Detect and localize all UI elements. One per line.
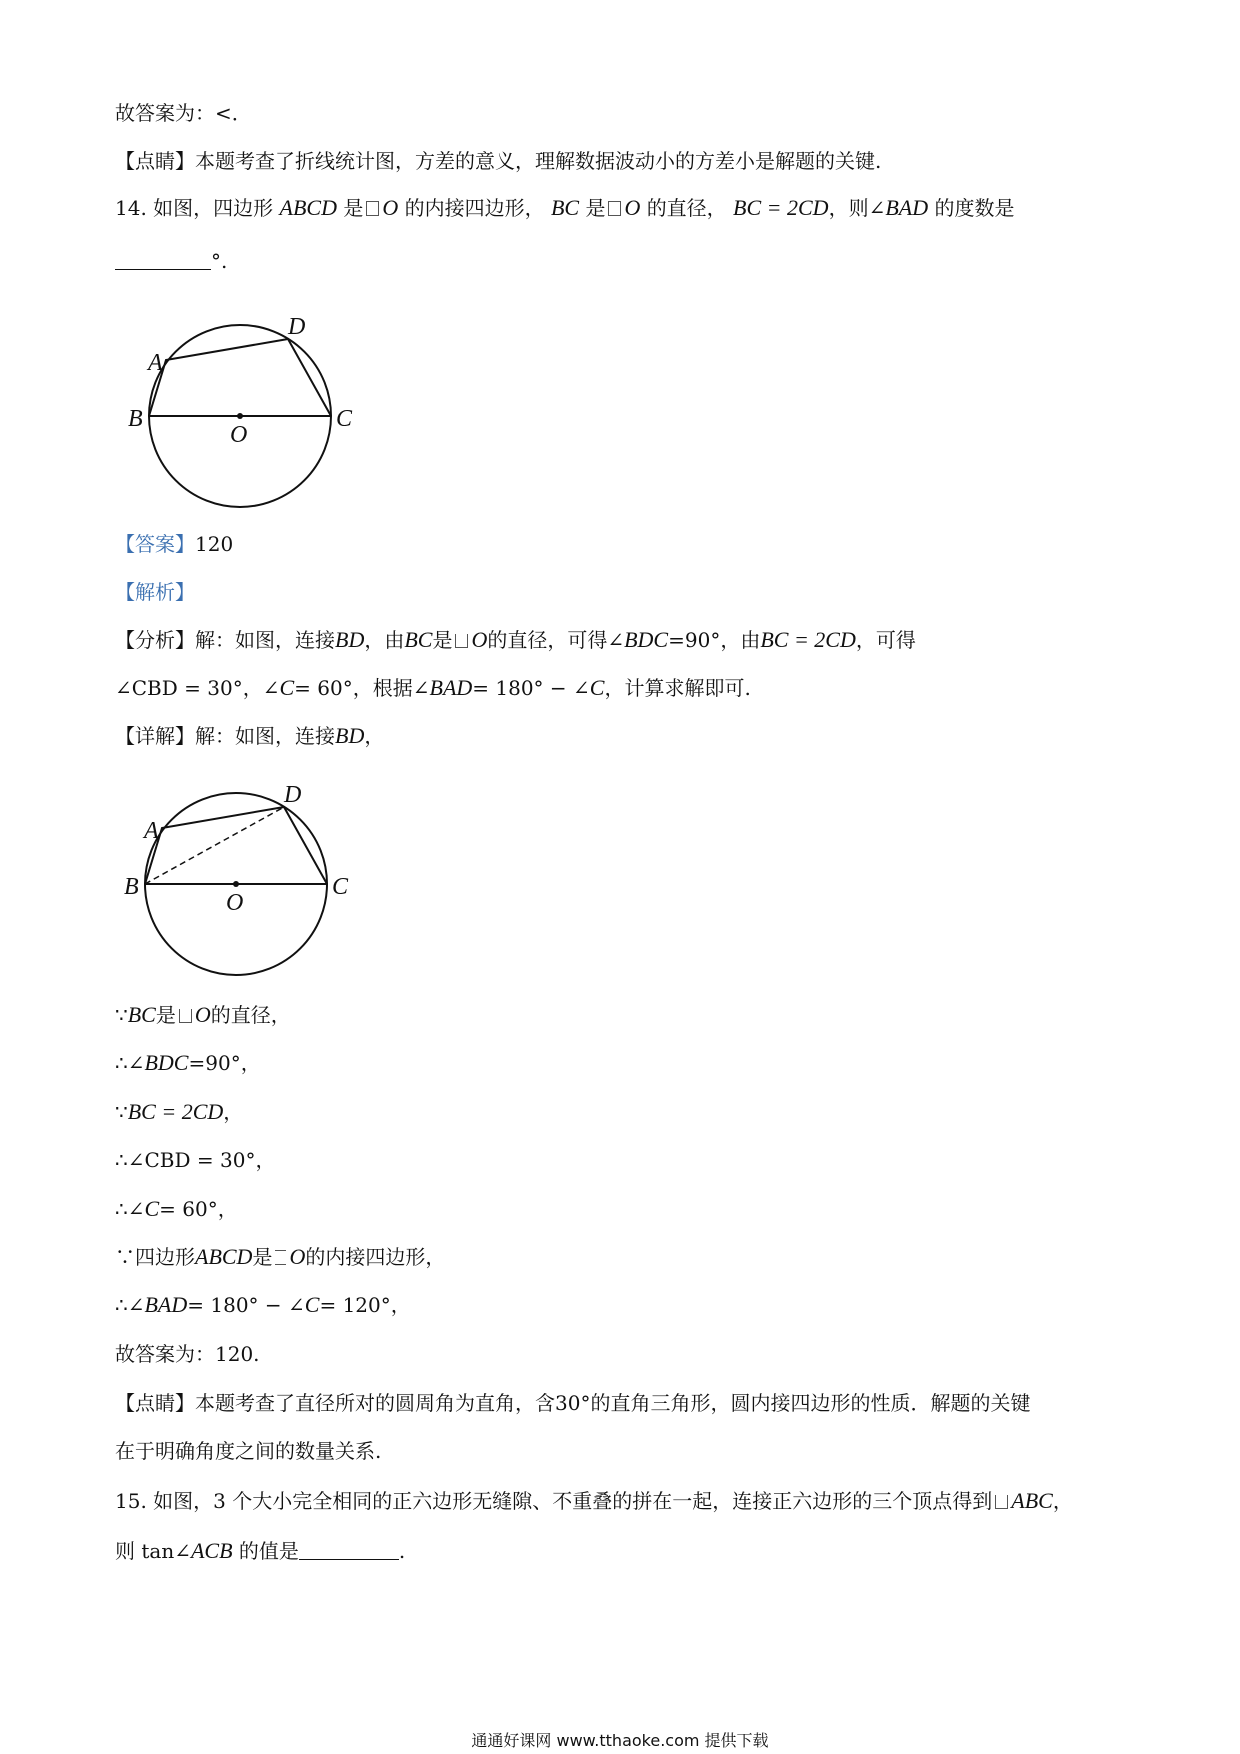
step-line: ∴∠BDC=90°， [115,1050,261,1075]
analysis-line-1: 【分析】解：如图，连接BD，由BC是 O的直径，可得∠BDC=90°，由BC = 2CD，可得 [115,627,916,652]
analysis-line-2: ∠CBD = 30°，∠C= 60°，根据∠BAD= 180° − ∠C，计算求解即可. [115,675,751,700]
page-footer: 通通好课网 www.tthaoke.com 提供下载 [471,1731,769,1750]
label-o: O [226,890,244,916]
step-line: ∴∠CBD = 30°， [115,1148,276,1172]
label-b: B [128,406,143,432]
circle-symbol-icon [275,1250,286,1265]
step-line: ∵四边形ABCD是 O的内接四边形， [115,1244,446,1269]
label-o: O [230,422,248,448]
analysis-header: 【解析】 [115,580,195,604]
answer-line: 【答案】120 [115,532,234,556]
comment-line-2: 在于明确角度之间的数量关系. [115,1439,382,1463]
step-line: ∵BC = 2CD， [115,1099,244,1124]
label-b: B [124,874,139,900]
answer-blank [115,249,211,270]
label-c: C [332,874,349,900]
circle-symbol-icon [608,201,621,216]
circle-symbol-icon [179,1009,192,1023]
label-d: D [284,782,302,808]
question-15: 15. 如图，3 个大小完全相同的正六边形无缝隙、不重叠的拼在一起，连接正六边形的三个顶点得到 ABC， [115,1488,1073,1513]
step-line: ∵BC是 O的直径， [115,1002,291,1027]
detail-header: 【详解】解：如图，连接BD， [115,723,385,748]
text-line: 【点睛】本题考查了折线统计图，方差的意义，理解数据波动小的方差小是解题的关键. [115,149,882,173]
step-line: ∴∠C= 60°， [115,1196,238,1221]
step-line: 故答案为：120. [115,1342,260,1366]
answer-blank-line: °. [115,246,227,276]
label-d: D [288,314,306,340]
figure-circle-quadrilateral [120,300,370,520]
center-point [233,881,239,887]
figure-circle-quadrilateral-with-bd [118,770,368,990]
circle-symbol-icon [366,201,379,216]
label-a: A [144,818,159,844]
text-line: 故答案为：<． [115,101,252,125]
triangle-symbol-icon [995,1495,1008,1509]
answer-blank [299,1539,399,1560]
center-point [237,413,243,419]
question-15-line-2: 则 tan∠ACB 的值是 . [115,1538,406,1563]
step-line: ∴∠BAD= 180° − ∠C= 120°， [115,1292,411,1317]
comment-line-1: 【点睛】本题考查了直径所对的圆周角为直角，含30°的直角三角形，圆内接四边形的性质．解题的关键 [115,1391,1031,1415]
question-14: 14. 如图，四边形 ABCD 是 O 的内接四边形， BC 是 O 的直径， BC = 2CD，则∠BAD 的度数是 [115,195,1015,220]
label-c: C [336,406,353,432]
circle-symbol-icon [455,634,468,648]
label-a: A [148,350,163,376]
